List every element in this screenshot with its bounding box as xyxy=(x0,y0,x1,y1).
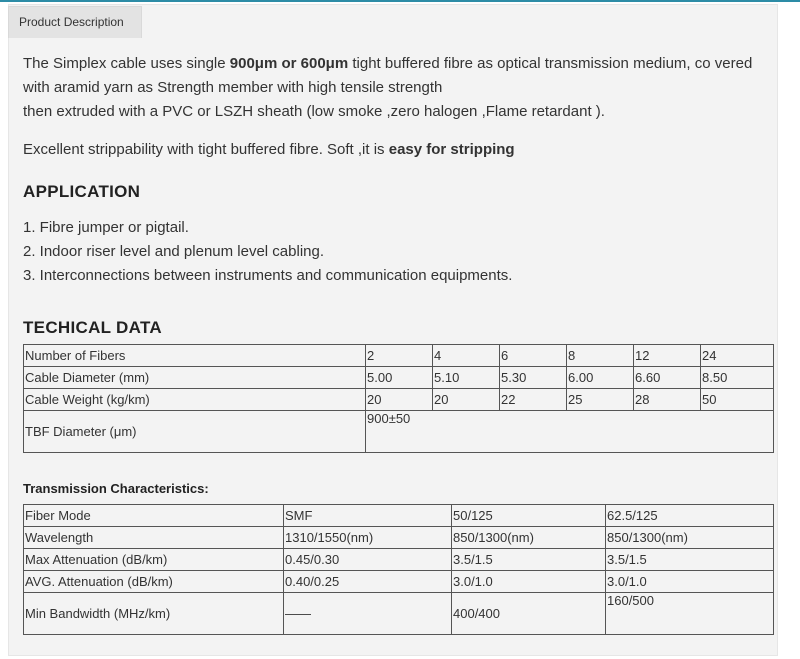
table-cell: 3.0/1.0 xyxy=(452,571,606,593)
row-label: Min Bandwidth (MHz/km) xyxy=(24,593,284,635)
table-cell: 0.45/0.30 xyxy=(284,549,452,571)
strippability-text: Excellent strippability with tight buffered fibre. Soft ,it is xyxy=(23,141,389,158)
table-cell: 20 xyxy=(433,389,500,411)
table-cell: 6 xyxy=(500,345,567,367)
table-cell: 8 xyxy=(567,345,634,367)
table-cell: 22 xyxy=(500,389,567,411)
table-cell: 25 xyxy=(567,389,634,411)
table-row xyxy=(24,345,774,367)
table-row xyxy=(24,527,774,549)
table-cell: 850/1300(nm) xyxy=(452,527,606,549)
strippability-paragraph xyxy=(23,138,773,162)
table-cell: 1310/1550(nm) xyxy=(284,527,452,549)
transmission-heading: Transmission Characteristics: xyxy=(23,481,209,496)
table-cell: 850/1300(nm) xyxy=(606,527,774,549)
row-label: TBF Diameter (μm) xyxy=(24,411,366,453)
technical-data-table xyxy=(23,344,774,453)
table-cell: 6.00 xyxy=(567,367,634,389)
table-cell: 50/125 xyxy=(452,505,606,527)
row-label: Cable Diameter (mm) xyxy=(24,367,366,389)
table-row xyxy=(24,571,774,593)
row-label: Number of Fibers xyxy=(24,345,366,367)
table-cell: SMF xyxy=(284,505,452,527)
table-cell: 400/400 xyxy=(452,593,606,635)
table-cell: 5.30 xyxy=(500,367,567,389)
transmission-table xyxy=(23,504,774,635)
table-row xyxy=(24,505,774,527)
table-cell: 4 xyxy=(433,345,500,367)
table-cell: 160/500 xyxy=(606,593,774,635)
list-item: 2. Indoor riser level and plenum level cabling. xyxy=(23,243,325,260)
fibre-size-highlight: 900μm or 600μm xyxy=(229,55,349,72)
sheath-text: then extruded with a PVC or LSZH sheath (low smoke ,zero halogen ,Flame retardant ). xyxy=(23,103,605,120)
table-row xyxy=(24,411,774,453)
table-cell: 5.00 xyxy=(366,367,433,389)
technical-data-heading: TECHICAL DATA xyxy=(23,318,162,337)
tab-product-description[interactable]: Product Description xyxy=(8,6,142,38)
row-label: Wavelength xyxy=(24,527,284,549)
table-cell: 900±50 xyxy=(366,411,774,453)
table-cell: 2 xyxy=(366,345,433,367)
table-cell: 24 xyxy=(701,345,774,367)
intro-text: The Simplex cable uses single xyxy=(23,55,230,72)
row-label: AVG. Attenuation (dB/km) xyxy=(24,571,284,593)
table-cell: 8.50 xyxy=(701,367,774,389)
table-cell: 6.60 xyxy=(634,367,701,389)
list-item: 1. Fibre jumper or pigtail. xyxy=(23,219,189,236)
table-row xyxy=(24,593,774,635)
intro-paragraph xyxy=(23,52,773,124)
table-cell: 3.5/1.5 xyxy=(452,549,606,571)
row-label: Fiber Mode xyxy=(24,505,284,527)
table-cell: —— xyxy=(284,593,452,635)
table-cell: 3.0/1.0 xyxy=(606,571,774,593)
row-label: Max Attenuation (dB/km) xyxy=(24,549,284,571)
top-accent-line xyxy=(0,0,800,2)
application-heading: APPLICATION xyxy=(23,182,141,201)
intro-text-continued: tight buffered fibre as optical transmission medium, co vered with aramid yarn as Strength member with high tensile strength xyxy=(23,55,753,96)
table-cell: 28 xyxy=(634,389,701,411)
row-label: Cable Weight (kg/km) xyxy=(24,389,366,411)
description-content xyxy=(23,52,773,635)
table-cell: 20 xyxy=(366,389,433,411)
table-cell: 50 xyxy=(701,389,774,411)
stripping-highlight: easy for stripping xyxy=(388,141,515,158)
table-cell: 12 xyxy=(634,345,701,367)
table-cell: 5.10 xyxy=(433,367,500,389)
table-row xyxy=(24,549,774,571)
table-cell: 62.5/125 xyxy=(606,505,774,527)
application-list xyxy=(23,216,773,288)
table-cell: 0.40/0.25 xyxy=(284,571,452,593)
list-item: 3. Interconnections between instruments and communication equipments. xyxy=(23,267,513,284)
table-row xyxy=(24,367,774,389)
table-row xyxy=(24,389,774,411)
table-cell: 3.5/1.5 xyxy=(606,549,774,571)
